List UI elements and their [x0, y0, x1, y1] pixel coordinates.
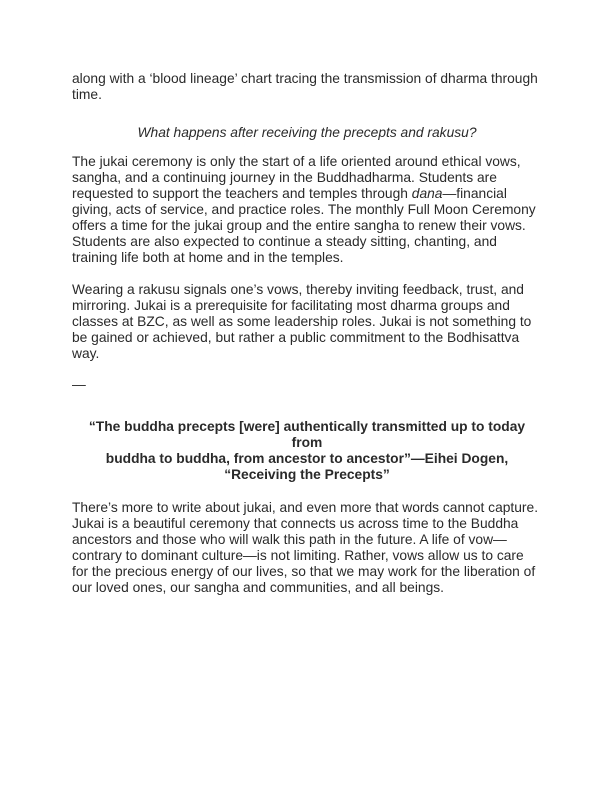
emphasis-dana: dana [411, 186, 443, 201]
quote-line: “Receiving the Precepts” [224, 467, 390, 482]
paragraph-lineage: along with a ‘blood lineage’ chart tracing the transmission of dharma through time. [72, 71, 538, 102]
section-heading: What happens after receiving the precepts and rakusu? [137, 125, 477, 140]
quote-line: buddha to buddha, from ancestor to ancestor”—Eihei Dogen, [105, 451, 509, 466]
document-page [72, 71, 542, 596]
quote-line: “The buddha precepts [were] authentically transmitted up to today from [88, 419, 526, 450]
paragraph-rakusu: Wearing a rakusu signals one’s vows, thereby inviting feedback, trust, and mirroring. Jukai is a prerequisite for facilitating most dharma groups and classes at BZC, as well as some leadership roles. Jukai is not something to be gained or achieved, but rather a public commitment to the Bodhisattva way. [72, 282, 532, 361]
paragraph-after-jukai [72, 154, 542, 266]
dogen-quote [72, 419, 542, 483]
paragraph-text: —financial giving, acts of service, and practice roles. The monthly Full Moon Ceremony offers a time for the jukai group and the entire sangha to renew their vows. Students are also expected to continue a steady sitting, chanting, and training life both at home and in the temples. [72, 186, 536, 265]
paragraph-closing: There’s more to write about jukai, and even more that words cannot capture. Jukai is a beautiful ceremony that connects us across time to the Buddha ancestors and those who will walk this path in the future. A life of vow—contrary to dominant culture—is not limiting. Rather, vows allow us to care for the precious energy of our lives, so that we may work for the liberation of our loved ones, our sangha and communities, and all beings. [72, 500, 539, 595]
paragraph-text: The jukai ceremony is only the start of a life oriented around ethical vows, sangha, and a continuing journey in the Buddhadharma. Students are requested to support the teachers and temples through [72, 154, 521, 201]
divider-dash: — [72, 377, 86, 392]
